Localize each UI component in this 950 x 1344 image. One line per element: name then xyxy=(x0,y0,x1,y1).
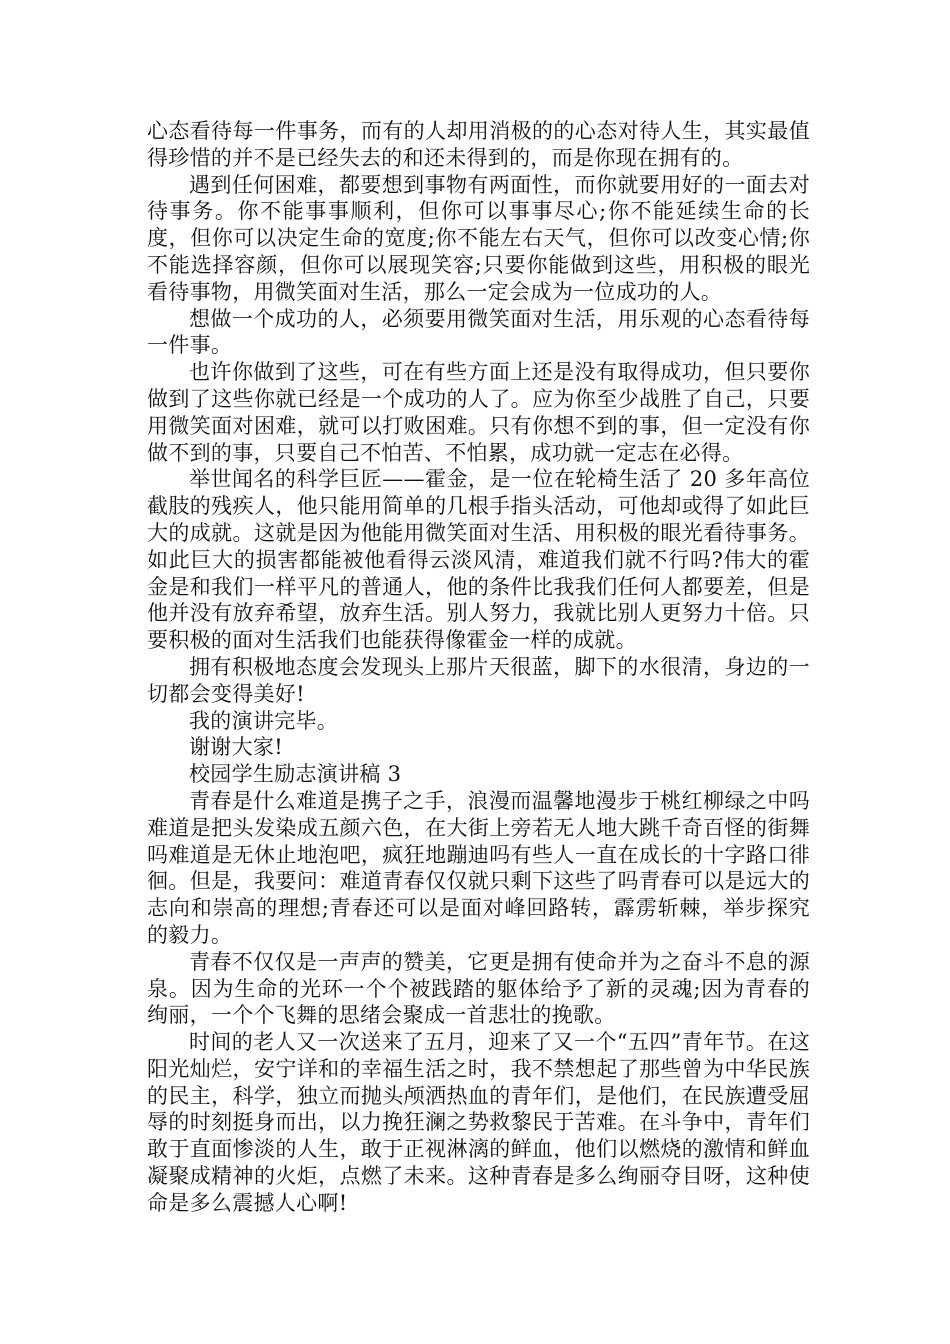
section-title: 校园学生励志演讲稿 3 xyxy=(189,762,402,787)
paragraph: 也许你做到了这些，可在有些方面上还是没有取得成功，但只要你做到了这些你就已经是一个成功的人了。应为你至少战胜了自己，只要用微笑面对困难，就可以打败困难。只有你想不到的事，但一定没有你做不到的事，只要自己不怕苦、不怕累，成功就一定志在必得。 xyxy=(147,360,810,465)
paragraph-continued: 心态看待每一件事务，而有的人却用消极的的心态对待人生，其实最值得珍惜的并不是已经失去的和还未得到的，而是你现在拥有的。 xyxy=(147,119,810,170)
paragraph: 举世闻名的科学巨匠——霍金，是一位在轮椅生活了 20 多年高位截肢的残疾人，他只能用简单的几根手指头活动，可他却或得了如此巨大的成就。这就是因为他能用微笑面对生活、用积极的眼光看待事务。如此巨大的损害都能被他看得云淡风清，难道我们就不行吗?伟大的霍金是和我们一样平凡的普通人，他的条件比我我们任何人都要差，但是他并没有放弃希望，放弃生活。别人努力，我就比别人更努力十倍。只要积极的面对生活我们也能获得像霍金一样的成就。 xyxy=(147,467,810,653)
paragraph: 想做一个成功的人，必须要用微笑面对生活，用乐观的心态看待每一件事。 xyxy=(147,306,810,358)
closing-line: 我的演讲完毕。 xyxy=(189,708,339,733)
paragraph: 时间的老人又一次送来了五月，迎来了又一个“五四”青年节。在这阳光灿烂，安宁详和的幸福生活之时，我不禁想起了那些曾为中华民族的民主，科学，独立而抛头颅洒热血的青年们，是他们，在民族遭受屈辱的时刻挺身而出，以力挽狂澜之势救黎民于苦难。在斗争中，青年们敢于直面惨淡的人生，敢于正视淋漓的鲜血，他们以燃烧的激情和鲜血凝聚成精神的火炬，点燃了未来。这种青春是多么绚丽夺目呀，这种使命是多么震撼人心啊! xyxy=(147,1030,810,1215)
paragraph: 拥有积极地态度会发现头上那片天很蓝，脚下的水很清，身边的一切都会变得美好! xyxy=(147,654,810,706)
paragraph: 青春是什么难道是携子之手，浪漫而温馨地漫步于桃红柳绿之中吗难道是把头发染成五颜六色，在大街上旁若无人地大跳千奇百怪的街舞吗难道是无休止地泡吧，疯狂地蹦迪吗有些人一直在成长的十字路口徘徊。但是，我要问：难道青春仅仅就只剩下这些了吗青春可以是远大的志向和崇高的理想;青春还可以是面对峰回路转，霹雳斩棘，举步探究的毅力。 xyxy=(147,788,810,947)
paragraph: 遇到任何困难，都要想到事物有两面性，而你就要用好的一面去对待事务。你不能事事顺利，但你可以事事尽心;你不能延续生命的长度，但你可以决定生命的宽度;你不能左右天气，但你可以改变心情;你不能选择容颜，但你可以展现笑容;只要你能做到这些，用积极的眼光看待事物，用微笑面对生活，那么一定会成为一位成功的人。 xyxy=(147,172,810,304)
thanks-line: 谢谢大家! xyxy=(189,735,283,760)
paragraph: 青春不仅仅是一声声的赞美，它更是拥有使命并为之奋斗不息的源泉。因为生命的光环一个个被践踏的躯体给予了新的灵魂;因为青春的绚丽，一个个飞舞的思绪会聚成一首悲壮的挽歌。 xyxy=(147,949,810,1028)
